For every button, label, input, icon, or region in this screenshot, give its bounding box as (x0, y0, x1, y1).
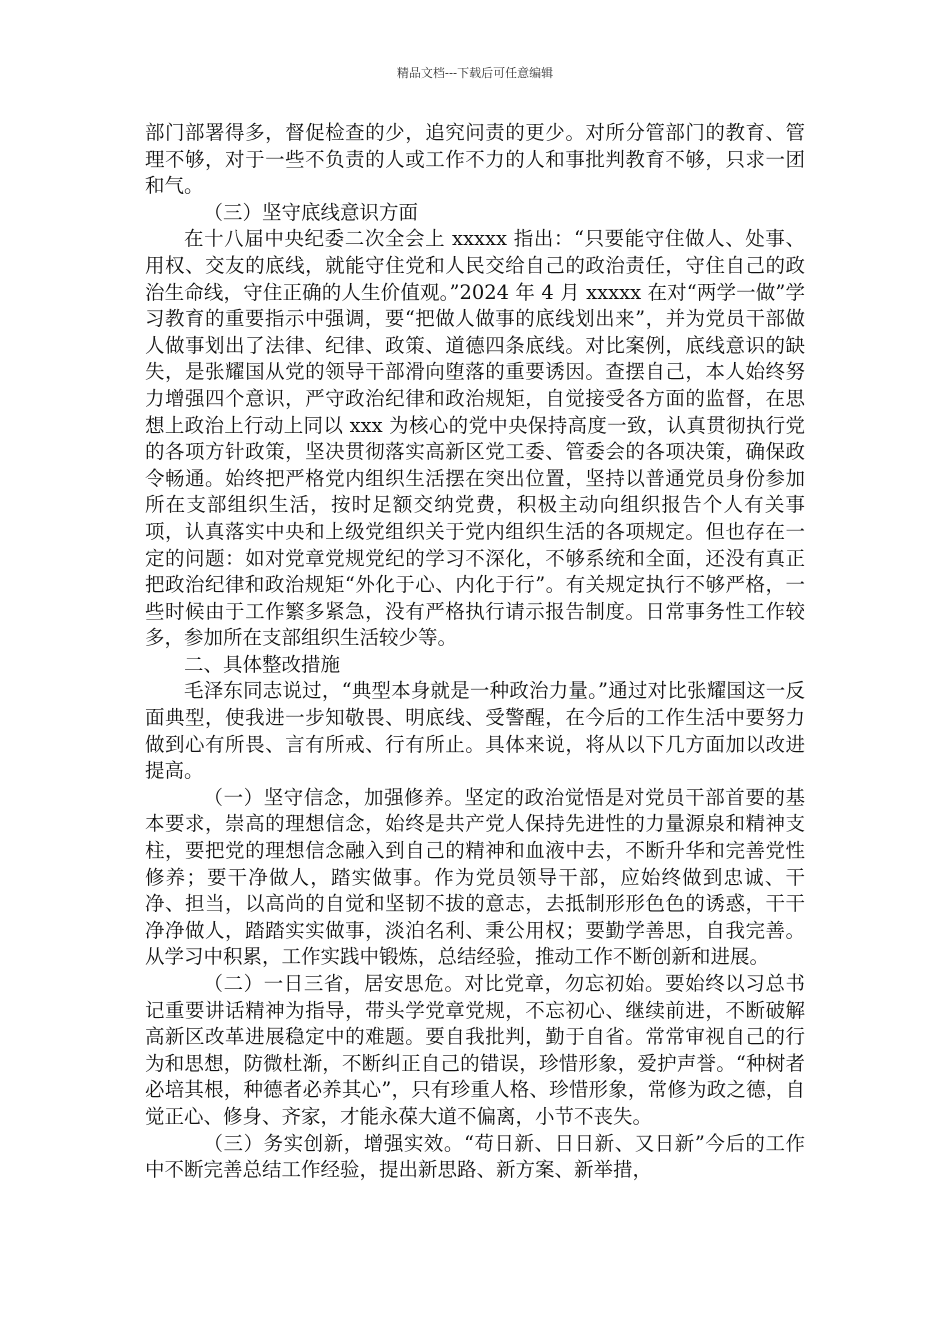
section-heading-rectification: 二、具体整改措施 (184, 652, 341, 676)
paragraph-measure-2: （二）一日三省，居安思危。对比党章，勿忘初始。要始终以习总书记重要讲话精神为指导，带头学党章党规，不忘初心、继续前进，不断破解高新区改革进展稳定中的难题。要自我批判，勤于自省。常常审视自己的行为和思想，防微杜渐，不断纠正自己的错误，珍惜形象，爱护声誉。“种树者必培其根，种德者必养其心”，只有珍重人格、珍惜形象，常修为政之德，自觉正心、修身、齐家，才能永葆大道不偏离，小节不丧失。 (145, 972, 805, 1128)
paragraph-continuation: 部门部署得多，督促检查的少，追究问责的更少。对所分管部门的教育、管理不够，对于一些不负责的人或工作不力的人和事批判教育不够，只求一团和气。 (145, 121, 805, 198)
paragraph-bottom-line: 在十八届中央纪委二次全会上 xxxxx 指出：“只要能守住做人、处事、用权、交友的底线，就能守住党和人民交给自己的政治责任，守住自己的政治生命线，守住正确的人生价值观。”2024 年 4 月 xxxxx 在对“两学一做”学习教育的重要指示中强调，要“把做人做事的底线划出来”，并为党员干部做人做事划出了法律、纪律、政策、道德四条底线。对比案例，底线意识的缺失，是张耀国从党的领导干部滑向堕落的重要诱因。查摆自己，本人始终努力增强四个意识，严守政治纪律和政治规矩，自觉接受各方面的监督，在思想上政治上行动上同以 xxx 为核心的党中央保持高度一致，认真贯彻执行党的各项方针政策，坚决贯彻落实高新区党工委、管委会的各项决策，确保政令畅通。始终把严格党内组织生活摆在突出位置，坚持以普通党员身份参加所在支部组织生活，按时足额交纳党费，积极主动向组织报告个人有关事项，认真落实中央和上级党组织关于党内组织生活的各项规定。但也存在一定的问题：如对党章党规党纪的学习不深化，不够系统和全面，还没有真正把政治纪律和政治规矩“外化于心、内化于行”。有关规定执行不够严格，一些时候由于工作繁多紧急，没有严格执行请示报告制度。日常事务性工作较多，参加所在支部组织生活较少等。 (145, 227, 805, 650)
document-body (145, 120, 805, 1184)
paragraph-rectification-intro: 毛泽东同志说过，“典型本身就是一种政治力量。”通过对比张耀国这一反面典型，使我进一步知敬畏、明底线、受警醒，在今后的工作生活中要努力做到心有所畏、言有所戒、行有所止。具体来说，将从以下几方面加以改进提高。 (145, 679, 805, 783)
section-heading-bottom-line: （三）坚守底线意识方面 (203, 200, 419, 224)
paragraph-measure-3: （三）务实创新，增强实效。“苟日新、日日新、又日新”今后的工作中不断完善总结工作经验，提出新思路、新方案、新举措， (145, 1131, 805, 1182)
paragraph-measure-1: （一）坚守信念，加强修养。坚定的政治觉悟是对党员干部首要的基本要求，崇高的理想信念，始终是共产党人保持先进性的力量源泉和精神支柱，要把党的理想信念融入到自己的精神和血液中去，不断升华和完善党性修养；要干净做人，踏实做事。作为党员领导干部，应始终做到忠诚、干净、担当，以高尚的自觉和坚韧不拔的意志，去抵制形形色色的诱惑，干干净净做人，踏踏实实做事，淡泊名利、秉公用权；要勤学善思，自我完善。从学习中积累，工作实践中锻炼，总结经验，推动工作不断创新和进展。 (145, 785, 805, 969)
page-header: 精品文档---下载后可任意编辑 (396, 66, 554, 80)
